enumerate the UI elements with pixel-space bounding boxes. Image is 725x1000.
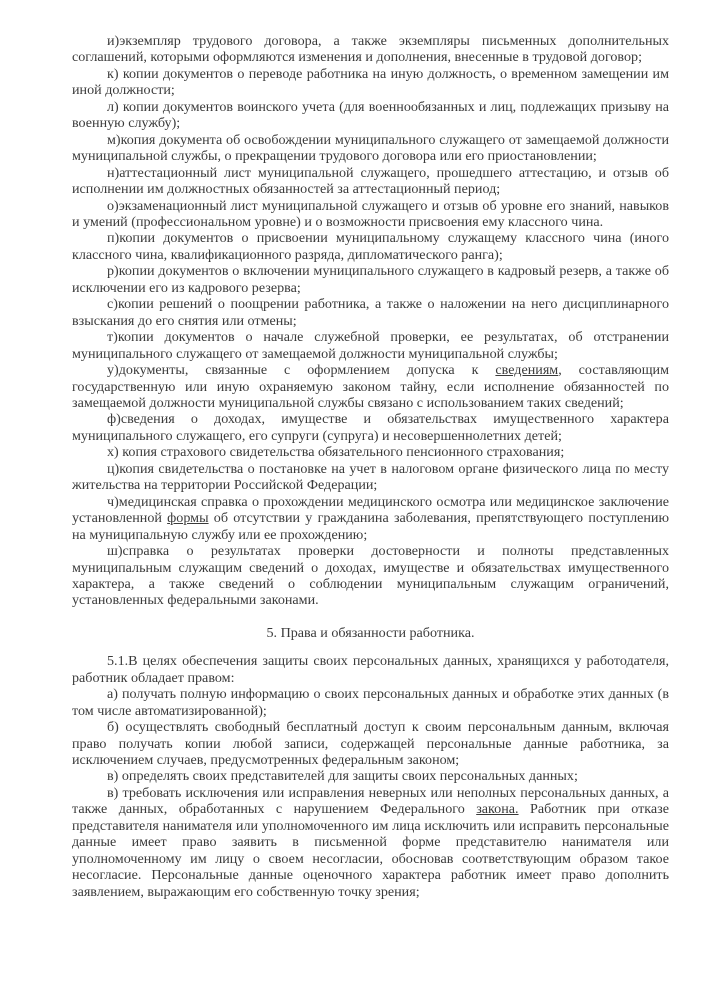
formy-link[interactable]: формы [167,510,209,527]
item-letter: ш) [107,543,123,560]
document-list-part-2 [72,411,669,493]
list-item-sh [72,543,669,609]
rights-list [72,686,669,785]
item-text: копии документов о включении муниципального служащего в кадровый резерв, а также об исключении его из кадрового резерва; [72,263,669,296]
list-item [72,329,669,362]
list-item [72,296,669,329]
item-text: документы, связанные с оформлением допуска к [118,362,496,379]
list-item [72,230,669,263]
item-text: копии документов воинского учета (для военнообязанных и лиц, подлежащих призыву на военную службу); [72,98,669,132]
document-list-part-1 [72,33,669,362]
item-letter: т) [107,329,118,346]
section-intro: 5.1.В целях обеспечения защиты своих персональных данных, хранящихся у работодателя, работник обладает правом: [72,653,669,686]
item-text: копии документов о присвоении муниципальному служащему классного чина (иного классного чина, квалификационного разряда, дипломатического ранга); [72,230,669,263]
list-item [72,165,669,198]
item-text: Работник при отказе представителя нанимателя или уполномоченного им лица исключить или исправить персональные данные имеет право заявить в письменной форме представителю нанимателя или уполномоченному им лицу о своем несогласии, обосновав соответствующим образом такое несогласие. Персональные данные оценочного характера работник имеет право дополнить заявлением, выражающим его собственную точку зрения; [72,801,669,900]
list-item [72,198,669,231]
list-item-ch [72,494,669,543]
item-text: , составляющим государственную или иную охраняемую законом тайну, если исполнение обязанностей по замещаемой должности муниципальной службы связано с использованием таких сведений; [72,362,670,411]
right-item [72,719,669,768]
item-letter: к) [107,65,119,82]
document-page [72,33,669,900]
item-letter: п) [107,230,120,247]
item-text: об отсутствии у гражданина заболевания, препятствующего поступлению на муниципальную службу или ее прохождению; [72,510,669,543]
item-text: копии решений о поощрении работника, а также о наложении на него дисциплинарного взыскания до его снятия или отмены; [72,296,669,329]
item-text: копия свидетельства о постановке на учет в налоговом органе физического лица по месту жительства на территории Российской Федерации; [72,460,669,494]
item-letter: м) [107,131,121,148]
item-text: определять своих представителей для защиты своих персональных данных; [118,768,578,785]
section-heading: 5. Права и обязанности работника. [266,624,475,641]
right-item-g [72,785,669,900]
item-letter: р) [107,263,119,280]
list-item [72,99,669,132]
zakon-link[interactable]: закона. [476,801,519,818]
list-item [72,33,669,66]
item-text: копии документов о переводе работника на иную должность, о временном замещении им иной должности; [72,65,669,99]
list-item [72,461,669,494]
svedeniyam-link[interactable]: сведениям [495,362,559,379]
item-letter: б) [107,719,119,736]
item-text: получать полную информацию о своих персональных данных и обработке этих данных (в том числе автоматизированной); [72,686,669,719]
item-letter: ц) [107,460,120,477]
item-letter: л) [107,98,119,115]
item-text: копия страхового свидетельства обязательного пенсионного страхования; [118,444,565,461]
item-letter: о) [107,197,119,214]
list-item [72,132,669,165]
item-letter: н) [107,164,120,181]
item-letter: в) [107,768,119,785]
item-text: требовать исключения или исправления неверных или неполных персональных данных, а также данных, обработанных с нарушением Федерального [72,784,669,818]
list-item [72,66,669,99]
item-letter: с) [107,296,118,313]
item-letter: ч) [107,493,119,510]
item-text: копии документов о начале служебной проверки, ее результатах, об отстранении муниципального служащего от замещаемой должности муниципальной службы; [72,329,669,362]
list-item-u [72,362,669,411]
item-letter: х) [107,444,119,461]
item-letter: а) [107,686,118,703]
item-letter: и) [107,33,120,49]
right-item [72,686,669,719]
list-item [72,411,669,444]
item-text: справка о результатах проверки достоверности и полноты представленных муниципальным служащим сведений о доходах, имуществе и обязательствах имущественного характера, а также сведений о соблюдении муниципальным служащим ограничений, установленных федеральными законами. [72,543,669,609]
item-letter: ф) [107,411,121,428]
item-text: копия документа об освобождении муниципального служащего от замещаемой должности муниципальной службы, о прекращении трудового договора или его приостановлении; [72,131,669,165]
item-text: аттестационный лист муниципальной служащего, прошедшего аттестацию, и отзыв об исполнении им должностных обязанностей за аттестационный период; [72,164,669,198]
item-text: сведения о доходах, имуществе и обязательствах имущественного характера муниципального служащего, его супруги (супруга) и несовершеннолетних детей; [72,411,669,444]
item-letter: у) [107,362,119,379]
right-item [72,768,669,784]
item-text: экземпляр трудового договора, а также экземпляры письменных дополнительных соглашений, которыми оформляются изменения и дополнения, внесенные в трудовой договор; [72,33,669,66]
item-text: экзаменационный лист муниципальной служащего и отзыв об уровне его знаний, навыков и умений (профессиональном уровне) и о возможности присвоения ему классного чина. [72,197,669,230]
item-text: медицинская справка о прохождении медицинского осмотра или медицинское заключение установленной [72,493,669,527]
list-item [72,444,669,460]
item-letter: в) [107,784,119,801]
item-text: осуществлять свободный бесплатный доступ к своим персональным данным, включая право получать копии любой записи, содержащей персональные данные работника, за исключением случаев, предусмотренных федеральным законом; [72,719,669,769]
list-item [72,263,669,296]
